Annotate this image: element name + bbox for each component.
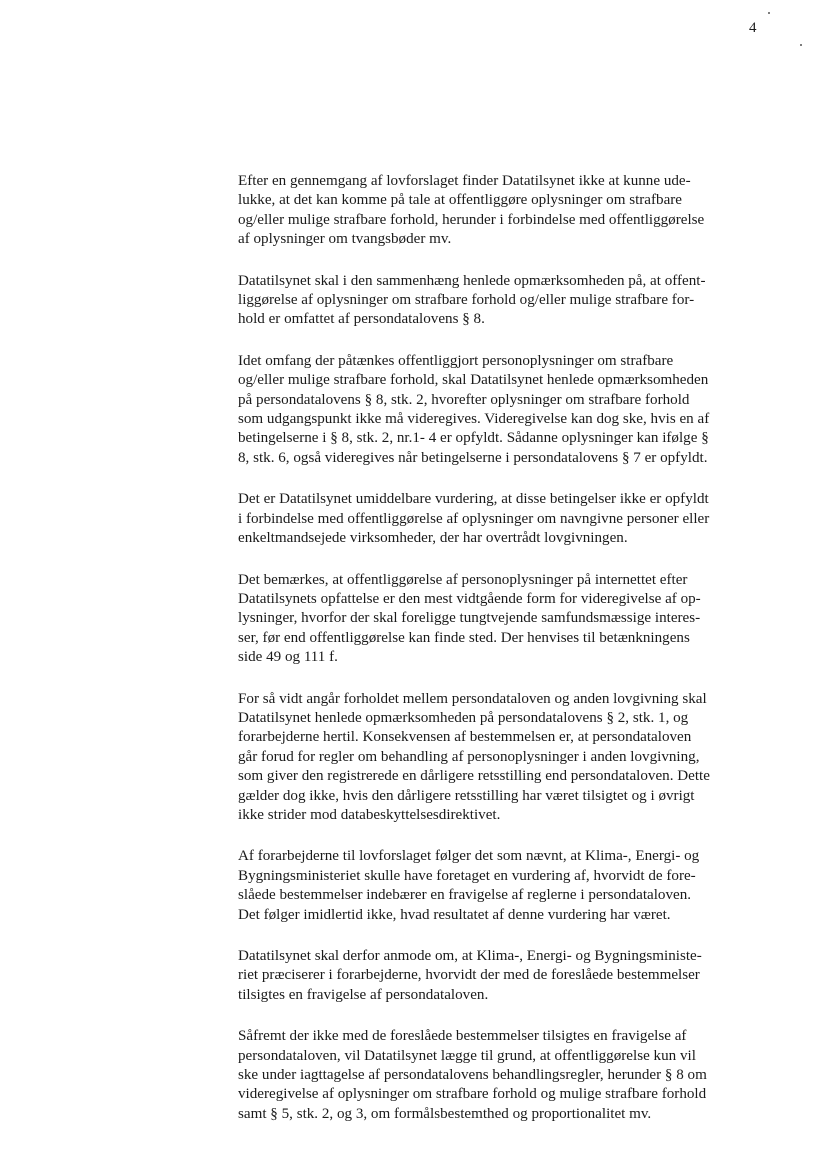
scan-speck — [800, 44, 802, 46]
text-line: Det er Datatilsynet umiddelbare vurdering, at disse betingelser ikke er opfyldt — [238, 491, 709, 508]
text-line: Efter en gennemgang af lovforslaget finder Datatilsynet ikke at kunne ude- — [238, 173, 691, 189]
text-line: forarbejderne hertil. Konsekvensen af bestemmelsen er, at persondataloven — [238, 729, 692, 746]
text-line: af oplysninger om tvangsbøder mv. — [238, 231, 452, 248]
text-line: side 49 og 111 f. — [238, 649, 338, 666]
text-line: Det bemærkes, at offentliggørelse af personoplysninger på internettet efter — [238, 571, 688, 588]
text-line: går forud for regler om behandling af personoplysninger i anden lovgivning, — [238, 748, 700, 765]
text-line: i forbindelse med offentliggørelse af oplysninger om navngivne personer eller — [238, 510, 710, 527]
text-line: Bygningsministeriet skulle have foretaget en vurdering af, hvorvidt de fore- — [238, 867, 696, 884]
text-line: samt § 5, stk. 2, og 3, om formålsbestemthed og proportionalitet mv. — [238, 1105, 652, 1122]
text-line: på persondatalovens § 8, stk. 2, hvorefter oplysninger om strafbare forhold — [238, 391, 690, 408]
text-line: Datatilsynet skal i den sammenhæng henlede opmærksomheden på, at offent- — [238, 272, 706, 289]
text-line: lukke, at det kan komme på tale at offentliggøre oplysninger om strafbare — [238, 192, 683, 209]
text-line: tilsigtes en fravigelse af persondataloven. — [238, 986, 489, 1003]
page-number: 4 — [749, 20, 757, 36]
text-line: Idet omfang der påtænkes offentliggjort personoplysninger om strafbare — [238, 352, 674, 369]
text-line: hold er omfattet af persondatalovens § 8. — [238, 311, 485, 328]
paragraph — [238, 272, 768, 330]
paragraph — [238, 1027, 768, 1124]
paragraph — [238, 571, 768, 668]
text-line: Det følger imidlertid ikke, hvad resultatet af denne vurdering har været. — [238, 906, 671, 923]
document-body — [238, 172, 768, 1146]
paragraph — [238, 947, 768, 1005]
text-line: som udgangspunkt ikke må videregives. Videregivelse kan dog ske, hvis en af — [238, 411, 710, 428]
text-line: Såfremt der ikke med de foreslåede bestemmelser tilsigtes en fravigelse af — [238, 1028, 687, 1045]
text-line: persondataloven, vil Datatilsynet lægge til grund, at offentliggørelse kun vil — [238, 1047, 696, 1064]
text-line: og/eller mulige strafbare forhold, skal Datatilsynet henlede opmærksomheden — [238, 372, 709, 389]
text-line: gælder dog ikke, hvis den dårligere retsstilling har været tilsigtet og i øvrigt — [238, 787, 695, 804]
text-line: liggørelse af oplysninger om strafbare forhold og/eller mulige strafbare for- — [238, 292, 695, 309]
text-line: som giver den registrerede en dårligere retsstilling end persondataloven. Dette — [238, 768, 710, 785]
text-line: og/eller mulige strafbare forhold, herunder i forbindelse med offentliggørelse — [238, 211, 705, 228]
text-line: ske under iagttagelse af persondatalovens behandlingsregler, herunder § 8 om — [238, 1067, 707, 1084]
text-line: enkeltmandsejede virksomheder, der har overtrådt lovgivningen. — [238, 530, 628, 547]
text-line: betingelserne i § 8, stk. 2, nr.1- 4 er opfyldt. Sådanne oplysninger kan ifølge § — [238, 430, 709, 447]
scan-speck — [768, 12, 770, 14]
text-line: lysninger, hvorfor der skal foreligge tungtvejende samfundsmæssige interes- — [238, 610, 701, 627]
text-line: Datatilsynet skal derfor anmode om, at Klima-, Energi- og Bygningsministe- — [238, 948, 702, 964]
text-line: Datatilsynet henlede opmærksomheden på persondatalovens § 2, stk. 1, og — [238, 709, 689, 726]
text-line: ikke strider mod databeskyttelsesdirektivet. — [238, 806, 501, 823]
paragraph — [238, 490, 768, 548]
paragraph — [238, 847, 768, 925]
text-line: Datatilsynets opfattelse er den mest vidtgående form for videregivelse af op- — [238, 590, 701, 607]
text-line: For så vidt angår forholdet mellem persondataloven og anden lovgivning skal — [238, 690, 707, 707]
text-line: slåede bestemmelser indebærer en fravigelse af reglerne i persondataloven. — [238, 887, 692, 904]
paragraph — [238, 690, 768, 826]
text-line: riet præciserer i forarbejderne, hvorvidt der med de foreslåede bestemmelser — [238, 967, 700, 984]
text-line: Af forarbejderne til lovforslaget følger det som nævnt, at Klima-, Energi- og — [238, 848, 700, 865]
text-line: videregivelse af oplysninger om strafbare forhold og mulige strafbare forhold — [238, 1086, 707, 1103]
paragraph — [238, 352, 768, 468]
paragraph — [238, 172, 768, 250]
text-line: ser, før end offentliggørelse kan finde sted. Der henvises til betænkningens — [238, 629, 690, 646]
text-line: 8, stk. 6, også videregives når betingelserne i persondatalovens § 7 er opfyldt. — [238, 449, 708, 466]
